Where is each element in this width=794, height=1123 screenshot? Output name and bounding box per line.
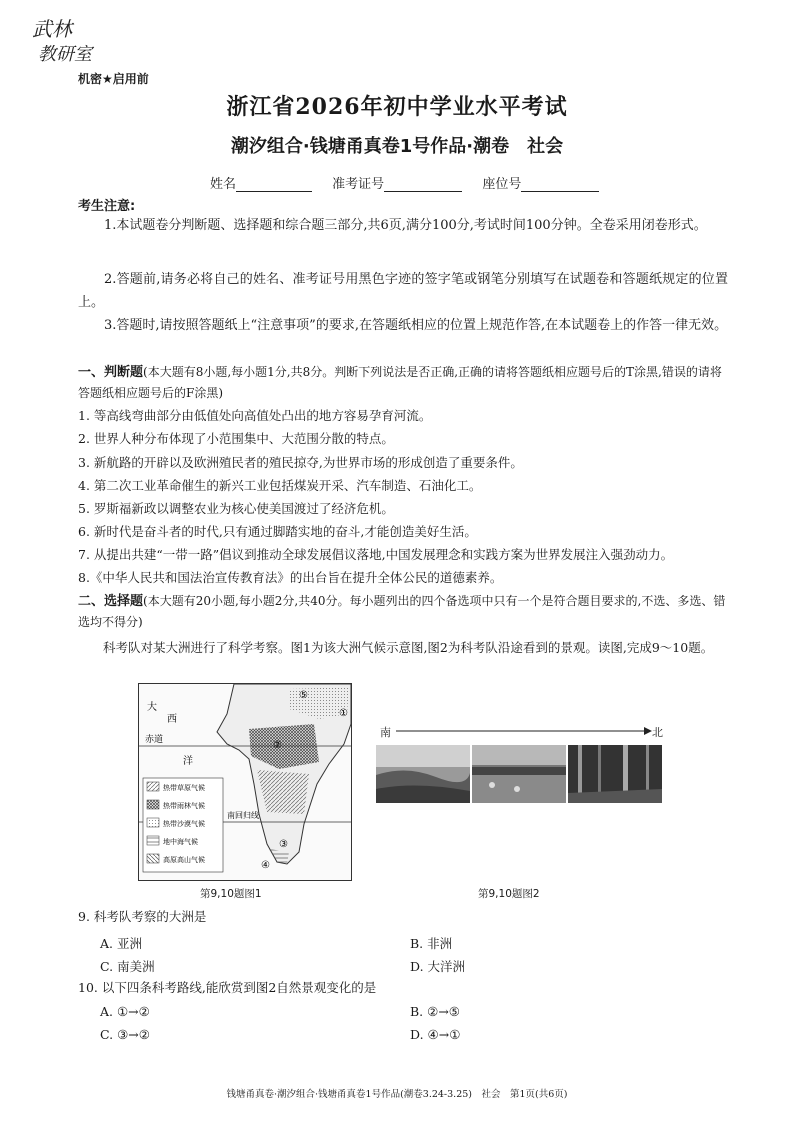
- logo-image: [30, 14, 100, 66]
- legend-item: 地中海气候: [163, 838, 198, 846]
- section1-heading: 一、判断题: [78, 365, 144, 380]
- judge-question: 2. 世界人种分布体现了小范围集中、大范围分散的特点。: [78, 431, 394, 446]
- ticket-blank[interactable]: [384, 179, 462, 192]
- legend-item: 热带沙漠气候: [163, 820, 205, 828]
- svg-text:武林: 武林: [32, 17, 72, 41]
- africa-map-graphic: [139, 684, 351, 880]
- judge-question: 1. 等高线弯曲部分由低值处向高值处凸出的地方容易孕育河流。: [78, 408, 432, 423]
- legend-item: 热带草原气候: [163, 784, 205, 792]
- ocean-label: 大: [147, 702, 157, 713]
- name-blank[interactable]: [236, 179, 312, 192]
- judge-question: 3. 新航路的开辟以及欧洲殖民者的殖民掠夺,为世界市场的形成创造了重要条件。: [78, 455, 523, 470]
- student-info-fields: [210, 173, 615, 192]
- section2-intro: 科考队对某大洲进行了科学考察。图1为该大洲气候示意图,图2为科考队沿途看到的景观。读图,完成9～10题。: [103, 640, 714, 655]
- direction-north: 北: [652, 726, 663, 739]
- option-a[interactable]: A. 亚洲: [100, 936, 142, 951]
- savanna-photo: [472, 745, 566, 803]
- marker-label: ②: [273, 740, 282, 751]
- option-b[interactable]: B. ②→⑤: [410, 1004, 461, 1019]
- legend-item: 高原高山气候: [163, 856, 205, 864]
- notice-item: 2.答题前,请务必将自己的姓名、准考证号用黑色字迹的签字笔或钢笔分别填写在试题卷和答题纸规定的位置上。: [78, 272, 728, 310]
- figure2-caption: 第9,10题图2: [478, 888, 540, 900]
- marker-label: ⑤: [299, 690, 308, 701]
- option-c[interactable]: C. ③→②: [100, 1027, 150, 1042]
- page-footer: 钱塘甬真卷·潮汐组合·钱塘甬真卷1号作品(潮卷3.24-3.25) 社会 第1页(共6页): [226, 1089, 568, 1100]
- direction-arrow-icon: [396, 726, 652, 736]
- marker-label: ③: [279, 839, 288, 850]
- option-b[interactable]: B. 非洲: [410, 936, 453, 951]
- page-title: 浙江省2026年初中学业水平考试: [226, 94, 568, 120]
- ocean-label: 洋: [183, 756, 193, 767]
- rainforest-photo: [568, 745, 662, 803]
- page-subtitle: 潮汐组合·钱塘甬真卷1号作品·潮卷 社会: [230, 136, 564, 157]
- judge-question: 5. 罗斯福新政以调整农业为核心使美国渡过了经济危机。: [78, 501, 394, 516]
- name-label: 姓名: [210, 177, 237, 192]
- confidential-label: 机密★启用前: [78, 72, 149, 86]
- option-d[interactable]: D. 大洋洲: [410, 959, 466, 974]
- svg-text:教研室: 教研室: [38, 44, 92, 65]
- option-a[interactable]: A. ①→②: [100, 1004, 150, 1019]
- equator-label: 赤道: [145, 735, 164, 745]
- judge-question: 8.《中华人民共和国法治宣传教育法》的出台旨在提升全体公民的道德素养。: [78, 570, 503, 585]
- section2-desc: (本大题有20小题,每小题2分,共40分。每小题列出的四个备选项中只有一个是符合题目要求的,不选、多选、错选均不得分): [78, 594, 726, 629]
- question-10: 10. 以下四条科考路线,能欣赏到图2自然景观变化的是: [78, 980, 377, 995]
- ocean-label: 西: [167, 714, 177, 725]
- legend-item: 热带雨林气候: [163, 802, 205, 810]
- direction-south: 南: [380, 726, 391, 739]
- figure1-map: [138, 683, 352, 881]
- section1-header: [78, 362, 728, 403]
- marker-label: ④: [261, 860, 270, 871]
- judge-question: 4. 第二次工业革命催生的新兴工业包括煤炭开采、汽车制造、石油化工。: [78, 478, 482, 493]
- desert-photo: [376, 745, 470, 803]
- option-d[interactable]: D. ④→①: [410, 1027, 461, 1042]
- figure1-caption: 第9,10题图1: [200, 888, 262, 900]
- section1-desc: (本大题有8小题,每小题1分,共8分。判断下列说法是否正确,正确的请将答题纸相应题号后的T涂黑,错误的请将答题纸相应题号后的F涂黑): [78, 365, 722, 400]
- map-legend: [143, 778, 223, 872]
- seat-label: 座位号: [482, 177, 522, 192]
- marker-label: ①: [339, 708, 348, 719]
- seat-blank[interactable]: [521, 179, 599, 192]
- option-c[interactable]: C. 南美洲: [100, 959, 155, 974]
- tropic-label: 南回归线: [227, 811, 259, 820]
- judge-question: 7. 从提出共建“一带一路”倡议到推动全球发展倡议落地,中国发展理念和实践方案为世界发展注入强劲动力。: [78, 547, 674, 562]
- question-9: 9. 科考队考察的大洲是: [78, 909, 207, 924]
- section2-heading: 二、选择题: [78, 594, 144, 609]
- notice-heading: 考生注意:: [78, 199, 136, 214]
- notice-item: 3.答题时,请按照答题纸上“注意事项”的要求,在答题纸相应的位置上规范作答,在本试题卷上的作答一律无效。: [104, 318, 728, 333]
- ticket-label: 准考证号: [332, 177, 385, 192]
- notice-item: 1.本试题卷分判断题、选择题和综合题三部分,共6页,满分100分,考试时间100分钟。全卷采用闭卷形式。: [104, 218, 707, 233]
- judge-question: 6. 新时代是奋斗者的时代,只有通过脚踏实地的奋斗,才能创造美好生活。: [78, 524, 477, 539]
- section2-header: [78, 591, 728, 632]
